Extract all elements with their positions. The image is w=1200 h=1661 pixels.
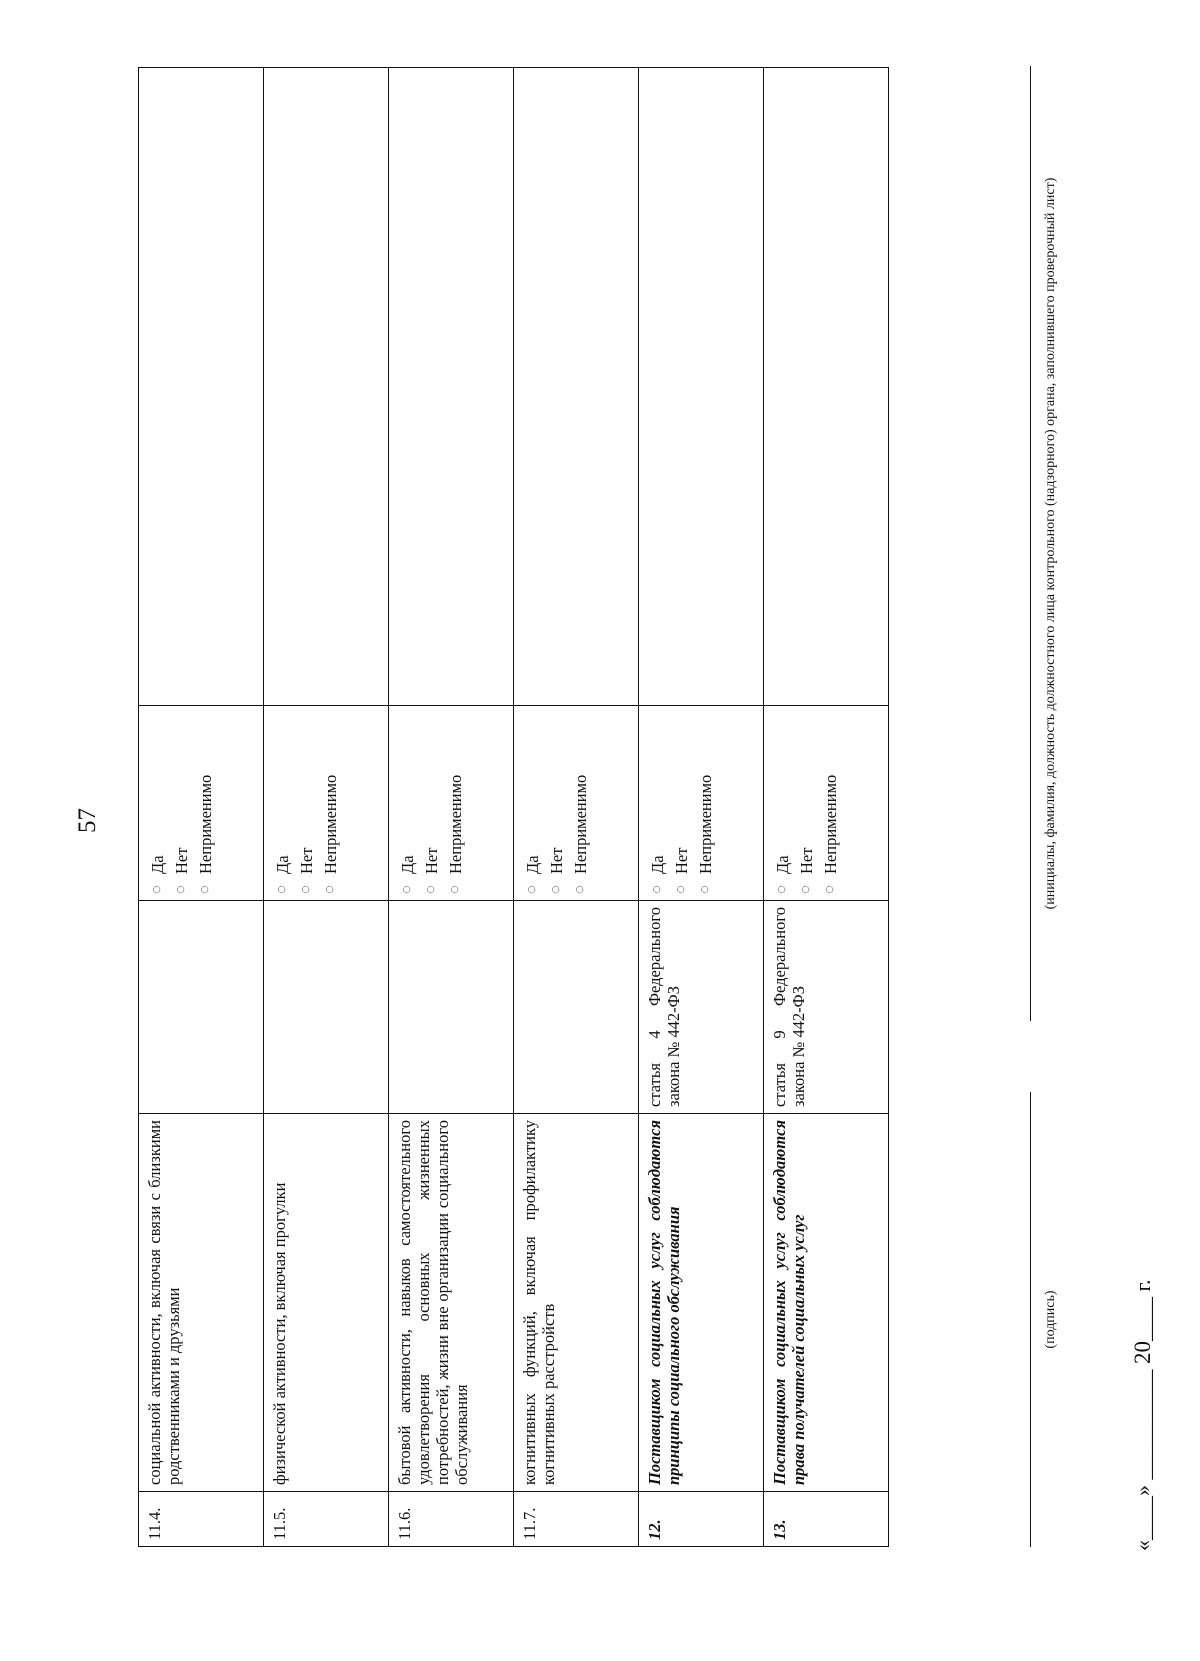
date-close-quote: » xyxy=(1130,1485,1155,1496)
radio-button-icon[interactable]: ◌ xyxy=(696,885,713,894)
radio-button-icon[interactable]: ◌ xyxy=(648,885,665,894)
radio-button-icon[interactable]: ◌ xyxy=(672,885,689,894)
official-caption: (инициалы, фамилия, должность должностного лица контрольного (надзорного) органа, заполнившего проверочный лист) xyxy=(1043,177,1058,910)
note-cell[interactable] xyxy=(264,68,389,706)
option-no[interactable] xyxy=(544,712,568,894)
option-label: Неприменимо xyxy=(445,774,465,874)
table-row xyxy=(639,68,764,1547)
radio-button-icon[interactable]: ◌ xyxy=(148,885,165,894)
month-blank[interactable]: __________ xyxy=(1130,1369,1155,1480)
option-label: Да xyxy=(647,855,667,874)
option-no[interactable] xyxy=(794,712,818,894)
option-no[interactable] xyxy=(169,712,193,894)
option-label: Нет xyxy=(796,847,816,874)
option-label: Неприменимо xyxy=(195,774,215,874)
option-label: Нет xyxy=(171,847,191,874)
option-label: Да xyxy=(147,855,167,874)
radio-button-icon[interactable]: ◌ xyxy=(523,885,540,894)
year-blank[interactable]: ____ xyxy=(1130,1297,1155,1341)
signature-line[interactable] xyxy=(1030,1092,1031,1547)
legal-reference: статья 4 Федерального закона № 442-ФЗ xyxy=(639,901,764,1114)
row-number: 11.4. xyxy=(139,1492,264,1547)
option-not-applicable[interactable] xyxy=(318,712,342,894)
requirement-text: Поставщиком социальных услуг соблюдаются принципы социального обслуживания xyxy=(639,1114,764,1492)
legal-reference xyxy=(389,901,514,1114)
table-row xyxy=(139,68,264,1547)
radio-button-icon[interactable]: ◌ xyxy=(773,885,790,894)
note-cell[interactable] xyxy=(639,68,764,706)
date-open-quote: « xyxy=(1130,1540,1155,1551)
table-row xyxy=(389,68,514,1547)
radio-button-icon[interactable]: ◌ xyxy=(446,885,463,894)
day-blank[interactable]: ____ xyxy=(1130,1496,1155,1540)
signature-block xyxy=(1030,1092,1059,1547)
note-cell[interactable] xyxy=(139,68,264,706)
option-label: Нет xyxy=(296,847,316,874)
radio-button-icon[interactable]: ◌ xyxy=(797,885,814,894)
radio-button-icon[interactable]: ◌ xyxy=(196,885,213,894)
radio-button-icon[interactable]: ◌ xyxy=(172,885,189,894)
requirement-text: Поставщиком социальных услуг соблюдаются права получателей социальных услуг xyxy=(764,1114,889,1492)
row-number: 12. xyxy=(639,1492,764,1547)
option-not-applicable[interactable] xyxy=(568,712,592,894)
radio-button-icon[interactable]: ◌ xyxy=(297,885,314,894)
option-not-applicable[interactable] xyxy=(693,712,717,894)
answer-options xyxy=(264,706,389,901)
table-row xyxy=(264,68,389,1547)
table-row xyxy=(514,68,639,1547)
year-century: 20 xyxy=(1130,1341,1155,1364)
option-label: Да xyxy=(522,855,542,874)
option-label: Неприменимо xyxy=(320,774,340,874)
legal-reference xyxy=(139,901,264,1114)
official-block xyxy=(1030,66,1059,1021)
requirement-text: бытовой активности, навыков самостоятельного удовлетворения основных жизненных потребностей, жизни вне организации социального обслуживания xyxy=(389,1114,514,1492)
requirement-text: социальной активности, включая связи с близкими родственниками и друзьями xyxy=(139,1114,264,1492)
option-no[interactable] xyxy=(294,712,318,894)
option-label: Да xyxy=(272,855,292,874)
option-label: Нет xyxy=(421,847,441,874)
note-cell[interactable] xyxy=(514,68,639,706)
date-line xyxy=(1130,1279,1156,1551)
row-number: 11.5. xyxy=(264,1492,389,1547)
table-row xyxy=(764,68,889,1547)
radio-button-icon[interactable]: ◌ xyxy=(571,885,588,894)
option-label: Да xyxy=(397,855,417,874)
row-number: 11.7. xyxy=(514,1492,639,1547)
option-label: Неприменимо xyxy=(570,774,590,874)
answer-options xyxy=(389,706,514,901)
option-label: Да xyxy=(772,855,792,874)
option-yes[interactable] xyxy=(270,712,294,894)
requirement-text: физической активности, включая прогулки xyxy=(264,1114,389,1492)
legal-reference xyxy=(514,901,639,1114)
option-no[interactable] xyxy=(669,712,693,894)
option-not-applicable[interactable] xyxy=(443,712,467,894)
official-line[interactable] xyxy=(1030,66,1031,1021)
radio-button-icon[interactable]: ◌ xyxy=(321,885,338,894)
answer-options xyxy=(764,706,889,901)
option-yes[interactable] xyxy=(645,712,669,894)
year-suffix: г. xyxy=(1130,1279,1155,1292)
option-yes[interactable] xyxy=(395,712,419,894)
answer-options xyxy=(639,706,764,901)
page-number: 57 xyxy=(74,808,101,833)
option-not-applicable[interactable] xyxy=(193,712,217,894)
radio-button-icon[interactable]: ◌ xyxy=(821,885,838,894)
option-no[interactable] xyxy=(419,712,443,894)
radio-button-icon[interactable]: ◌ xyxy=(547,885,564,894)
option-label: Нет xyxy=(671,847,691,874)
answer-options xyxy=(514,706,639,901)
note-cell[interactable] xyxy=(389,68,514,706)
option-yes[interactable] xyxy=(520,712,544,894)
option-label: Нет xyxy=(546,847,566,874)
row-number: 13. xyxy=(764,1492,889,1547)
answer-options xyxy=(139,706,264,901)
option-not-applicable[interactable] xyxy=(818,712,842,894)
radio-button-icon[interactable]: ◌ xyxy=(273,885,290,894)
row-number: 11.6. xyxy=(389,1492,514,1547)
checklist-table xyxy=(138,67,889,1547)
option-label: Неприменимо xyxy=(820,774,840,874)
legal-reference: статья 9 Федерального закона № 442-ФЗ xyxy=(764,901,889,1114)
requirement-text: когнитивных функций, включая профилактику когнитивных расстройств xyxy=(514,1114,639,1492)
legal-reference xyxy=(264,901,389,1114)
radio-button-icon[interactable]: ◌ xyxy=(398,885,415,894)
option-yes[interactable] xyxy=(145,712,169,894)
radio-button-icon[interactable]: ◌ xyxy=(422,885,439,894)
signature-caption: (подпись) xyxy=(1043,1290,1058,1349)
option-label: Неприменимо xyxy=(695,774,715,874)
option-yes[interactable] xyxy=(770,712,794,894)
note-cell[interactable] xyxy=(764,68,889,706)
